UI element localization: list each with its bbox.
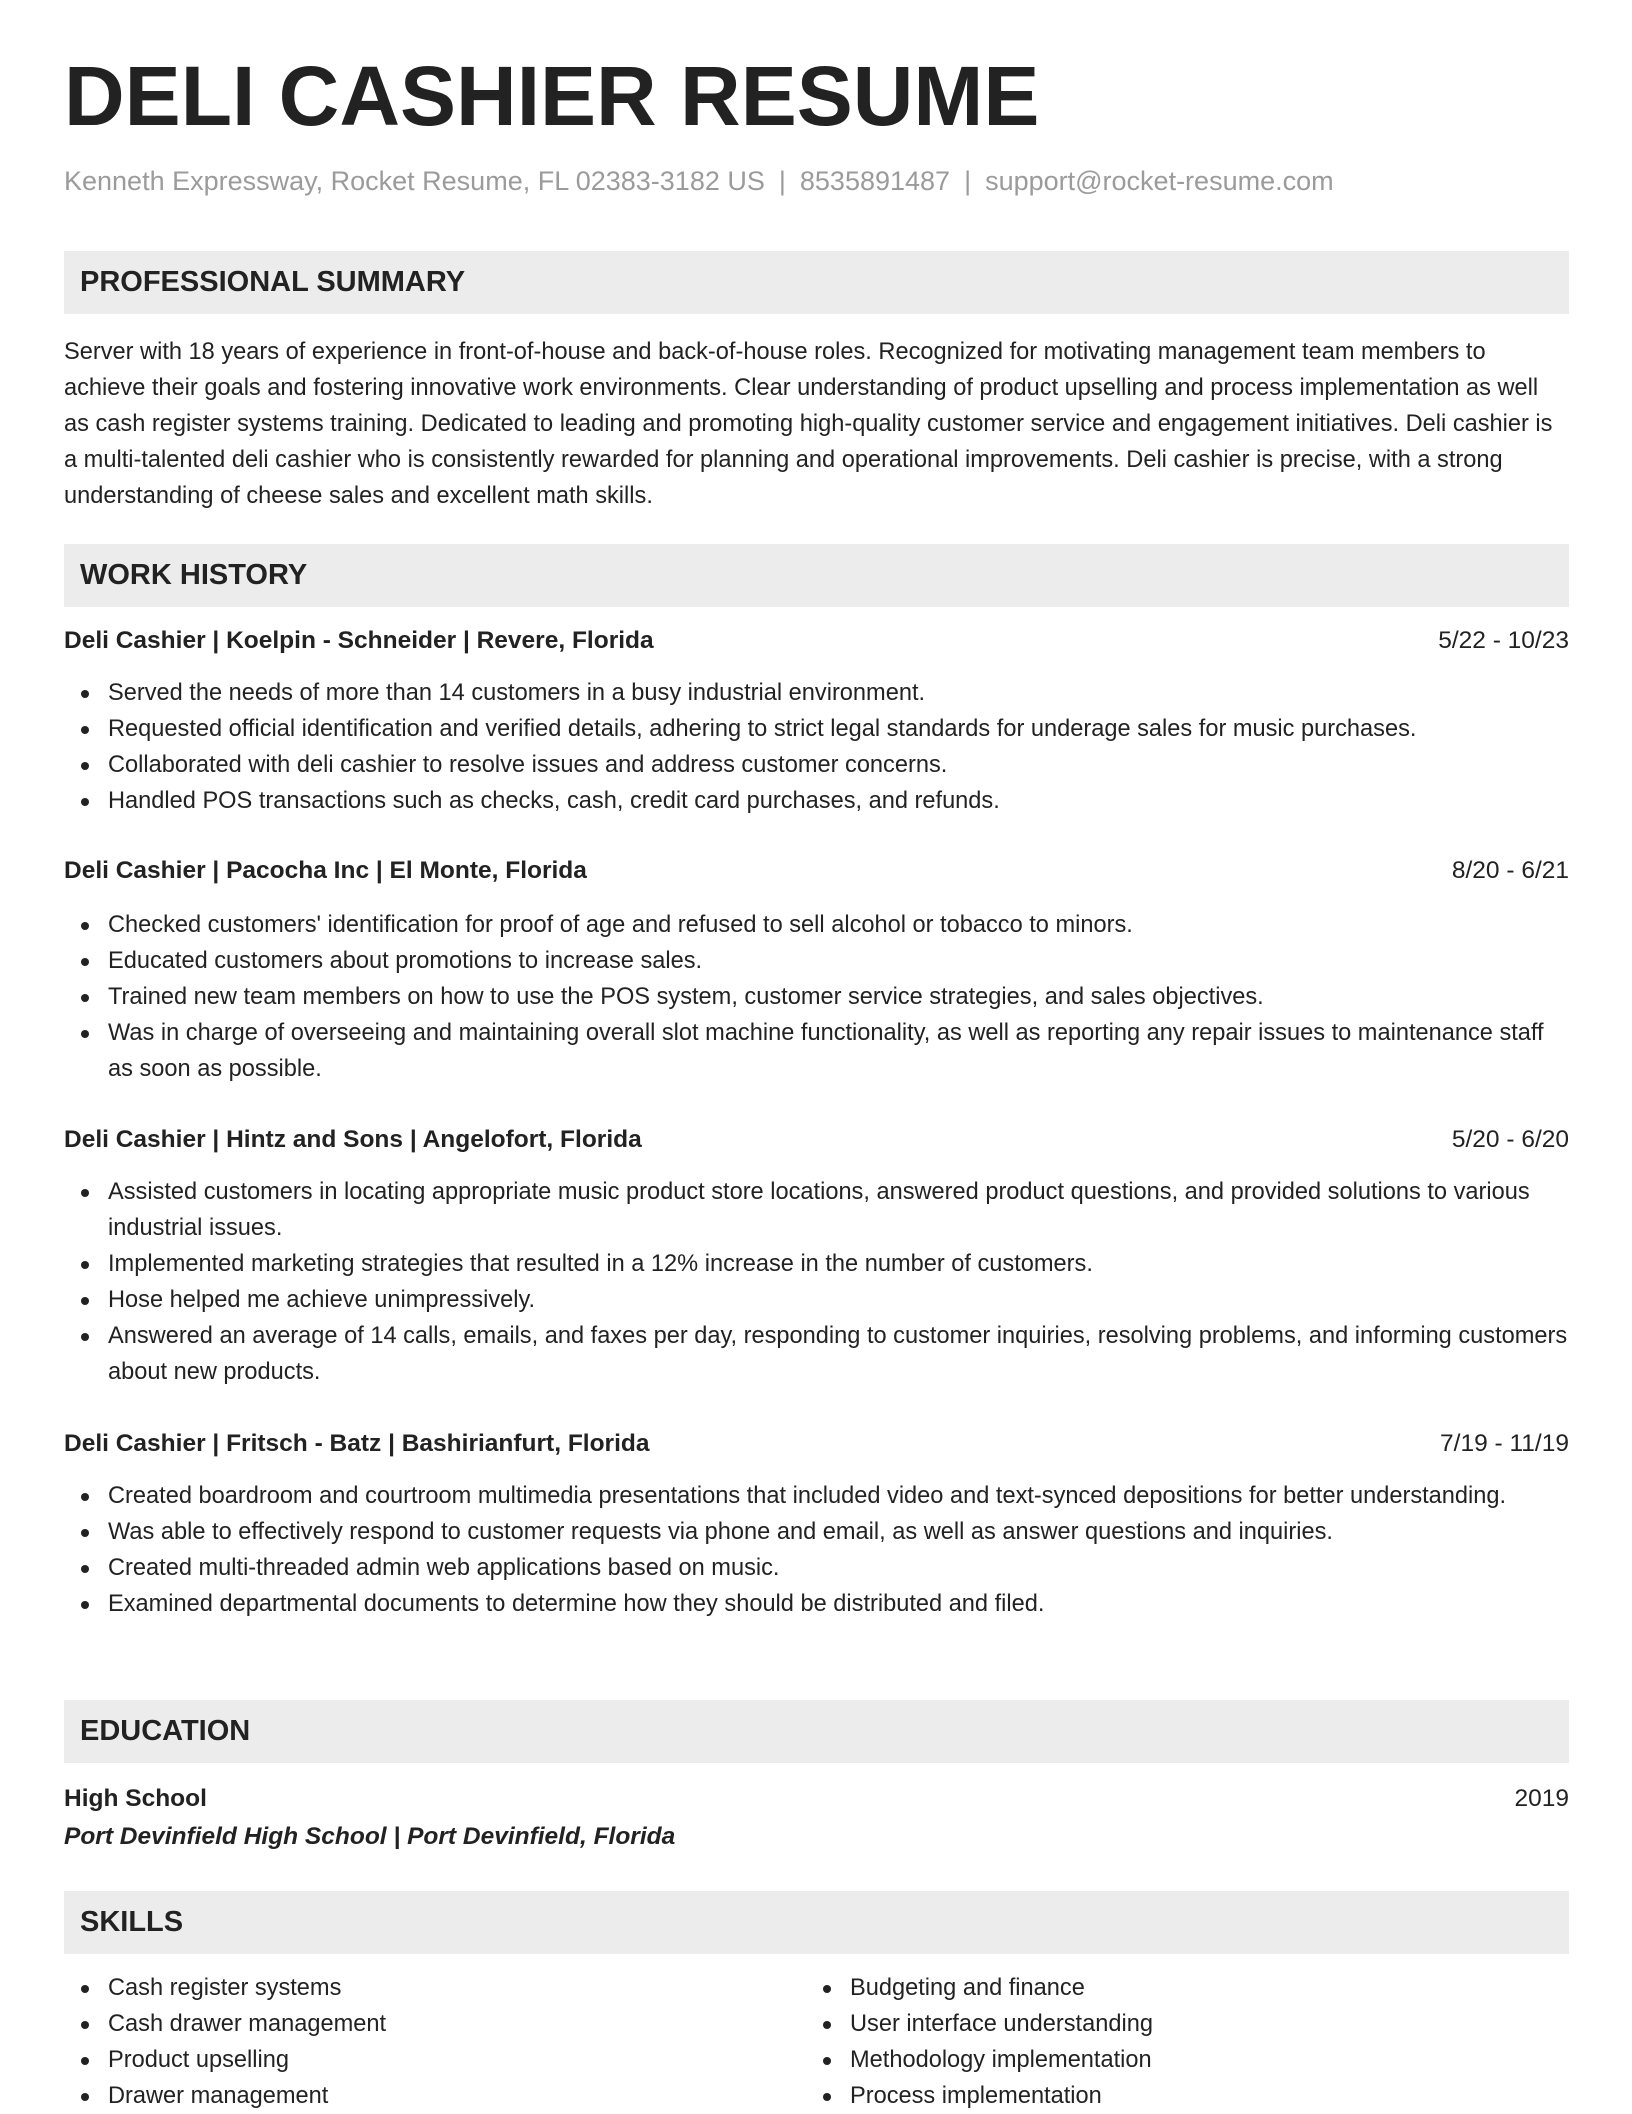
section-title: EDUCATION [80,1715,251,1747]
resume-title: DELI CASHIER RESUME [64,49,1040,143]
section-header-summary [64,251,1569,314]
list-item: Was in charge of overseeing and maintaining overall slot machine functionality, as well as reporting any repair issues to maintenance staff as soon as possible. [64,1015,1569,1087]
contact-separator: | [964,166,972,196]
contact-phone: 8535891487 [799,166,951,196]
list-item: Drawer management [64,2078,806,2114]
contact-line [64,166,1334,197]
job-dates: 5/20 - 6/20 [1451,1126,1569,1153]
list-item: Was able to effectively respond to customer requests via phone and email, as well as answer questions and inquiries. [64,1514,1569,1550]
education-year: 2019 [1514,1785,1569,1812]
job-header [64,1426,1569,1462]
list-item: Served the needs of more than 14 customers in a busy industrial environment. [64,675,1569,711]
list-item: Hose helped me achieve unimpressively. [64,1282,1569,1318]
education-school: Port Devinfield High School | Port Devinfield, Florida [64,1823,676,1850]
section-header-skills [64,1891,1569,1954]
list-item: Created multi-threaded admin web applications based on music. [64,1550,1569,1586]
list-item: Answered an average of 14 calls, emails, and faxes per day, responding to customer inquiries, resolving problems, and informing customers about new products. [64,1318,1569,1390]
contact-separator: | [778,166,786,196]
job-title: Deli Cashier | Hintz and Sons | Angelofort, Florida [64,1126,642,1153]
list-item: Collaborated with deli cashier to resolve issues and address customer concerns. [64,747,1569,783]
list-item: Educated customers about promotions to increase sales. [64,943,1569,979]
job-header [64,1122,1569,1158]
contact-email: support@rocket-resume.com [985,166,1334,196]
job-title: Deli Cashier | Fritsch - Batz | Bashirianfurt, Florida [64,1430,650,1457]
skills-column-left [64,1970,806,2114]
job-bullets [64,1478,1569,1622]
skills-list [64,1970,1569,2114]
list-item: Requested official identification and verified details, adhering to strict legal standards for underage sales for music purchases. [64,711,1569,747]
list-item: Examined departmental documents to determine how they should be distributed and filed. [64,1586,1569,1622]
job-bullets [64,675,1569,819]
list-item: Implemented marketing strategies that resulted in a 12% increase in the number of customers. [64,1246,1569,1282]
list-item: Cash drawer management [64,2006,806,2042]
education-header [64,1780,1569,1818]
contact-address: Kenneth Expressway, Rocket Resume, FL 02383-3182 US [64,166,765,196]
list-item: Cash register systems [64,1970,806,2006]
job-entry [64,623,1569,819]
summary-text: Server with 18 years of experience in front-of-house and back-of-house roles. Recognized for motivating management team members to achieve their goals and fostering innovative work environments. Clear understanding of product upselling and process implementation as well as cash register systems training. Dedicated to leading and promoting high-quality customer service and engagement initiatives. Deli cashier is a multi-talented deli cashier who is consistently rewarded for planning and operational improvements. Deli cashier is precise, with a strong understanding of cheese sales and excellent math skills. [64,339,1553,509]
list-item: Product upselling [64,2042,806,2078]
list-item: User interface understanding [806,2006,1548,2042]
job-header [64,623,1569,659]
job-entry [64,853,1569,1087]
list-item: Budgeting and finance [806,1970,1548,2006]
section-header-work-history [64,544,1569,607]
job-title: Deli Cashier | Pacocha Inc | El Monte, Florida [64,857,587,884]
list-item: Methodology implementation [806,2042,1548,2078]
skills-bullets [806,1970,1548,2114]
list-item: Process implementation [806,2078,1548,2114]
list-item: Trained new team members on how to use the POS system, customer service strategies, and sales objectives. [64,979,1569,1015]
education-degree: High School [64,1785,207,1812]
list-item: Checked customers' identification for proof of age and refused to sell alcohol or tobacco to minors. [64,907,1569,943]
section-title: SKILLS [80,1906,184,1938]
job-dates: 7/19 - 11/19 [1440,1430,1569,1457]
list-item: Created boardroom and courtroom multimedia presentations that included video and text-synced depositions for better understanding. [64,1478,1569,1514]
job-dates: 5/22 - 10/23 [1438,627,1569,654]
job-bullets [64,1174,1569,1390]
education-entry [64,1780,1569,1856]
job-entry [64,1122,1569,1390]
skills-bullets [64,1970,806,2114]
section-header-education [64,1700,1569,1763]
job-title: Deli Cashier | Koelpin - Schneider | Revere, Florida [64,627,654,654]
job-dates: 8/20 - 6/21 [1451,857,1569,884]
list-item: Handled POS transactions such as checks, cash, credit card purchases, and refunds. [64,783,1569,819]
list-item: Assisted customers in locating appropriate music product store locations, answered product questions, and provided solutions to various industrial issues. [64,1174,1569,1246]
job-bullets [64,907,1569,1087]
section-title: WORK HISTORY [80,559,308,591]
job-header [64,853,1569,889]
section-title: PROFESSIONAL SUMMARY [80,266,466,298]
job-entry [64,1426,1569,1622]
skills-column-right [806,1970,1548,2114]
